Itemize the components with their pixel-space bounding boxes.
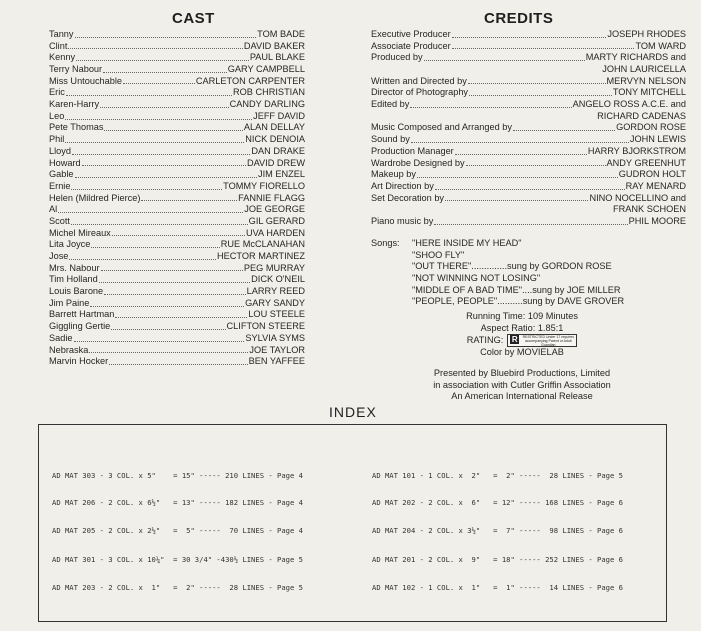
leader-dots [71,189,222,190]
cast-role: Al [49,204,58,215]
credit-role: Written and Directed by [371,75,467,86]
credit-continuation [371,64,686,76]
credit-row [371,87,686,99]
leader-dots [71,224,248,225]
song-title: "OUT THERE"..............sung by GORDON ROSE [412,261,612,272]
cast-actor: GARY CAMPBELL [227,64,305,75]
leader-dots [69,259,216,260]
leader-dots [112,235,245,236]
cast-actor: LOU STEELE [248,309,305,320]
credits-heading: CREDITS [484,10,554,27]
leader-dots [101,270,243,271]
cast-actor: RUE McCLANAHAN [220,239,305,250]
credit-name: NINO NOCELLINO and [589,192,686,203]
cast-actor: ROB CHRISTIAN [233,87,305,98]
leader-dots [65,119,252,120]
cast-row [49,29,305,41]
credit-name-cont: FRANK SCHOEN [613,204,686,215]
cast-row [49,169,305,181]
leader-dots [75,177,258,178]
credit-role: Production Manager [371,145,454,156]
presented-line: in association with Cutler Griffin Association [433,379,611,390]
cast-row [49,123,305,135]
credit-row [371,41,686,53]
credit-name: RAY MENARD [625,180,686,191]
rating-fine-print: RESTRICTED Under 17 requires accompanying Parent or Adult Guardian [522,335,574,348]
cast-role: Miss Untouchable [49,75,123,86]
cast-role: Tim Holland [49,274,98,285]
leader-dots [76,60,249,61]
cast-row [49,333,305,345]
index-entry-right: AD MAT 202 - 2 COL. x 6" = 12" ----- 168 LINES - Page 6 [372,498,623,507]
rating-letter: R [511,335,518,345]
credit-row [371,181,686,193]
leader-dots [469,95,612,96]
cast-actor: JIM ENZEL [258,169,305,180]
credit-role: Set Decoration by [371,192,445,203]
credit-name-cont: RICHARD CADENAS [597,110,686,121]
cast-actor: DAVID BAKER [243,40,305,51]
cast-actor: DAN DRAKE [251,145,305,156]
running-time: Running Time: 109 Minutes [466,311,578,321]
cast-actor: GIL GERARD [248,215,305,226]
index-entry-left: AD MAT 301 - 3 COL. x 10¼" = 30 3/4" -430½ LINES - Page 5 [52,555,303,564]
leader-dots [123,83,195,84]
cast-role: Terry Nabour [49,64,103,75]
cast-role: Giggling Gertie [49,321,111,332]
cast-actor: PEG MURRAY [243,262,305,273]
cast-row [49,263,305,275]
cast-row [49,228,305,240]
presented-line: An American International Release [451,391,593,402]
credit-name: HARRY BJORKSTROM [587,145,686,156]
cast-row [49,321,305,333]
credit-role: Art Direction by [371,180,434,191]
credit-name: ANDY GREENHUT [606,157,686,168]
index-entry-right: AD MAT 101 - 1 COL. x 2" = 2" ----- 28 LINES - Page 5 [372,471,623,480]
credit-row [371,76,686,88]
credit-name: MARTY RICHARDS and [585,52,686,63]
cast-role: Gable [49,169,74,180]
presented-line: Presented by Bluebird Productions, Limited [433,368,611,378]
cast-role: Mrs. Nabour [49,262,100,273]
leader-dots [89,352,248,353]
presented-by [372,368,672,403]
song-title: "NOT WINNING NOT LOSING" [412,273,541,284]
cast-row [49,146,305,158]
cast-actor: JEFF DAVID [253,110,305,121]
leader-dots [91,247,219,248]
color-by: Color by MOVIELAB [480,347,564,358]
cast-role: Ernie [49,180,71,191]
leader-dots [424,60,585,61]
cast-row [49,345,305,357]
credits-list [371,29,686,228]
credit-row [371,134,686,146]
cast-row [49,274,305,286]
leader-dots [104,294,245,295]
cast-row [49,204,305,216]
index-heading: INDEX [329,404,377,420]
cast-row [49,134,305,146]
leader-dots [452,37,607,38]
credit-row [371,123,686,135]
leader-dots [513,130,615,131]
cast-role: Helen (Mildred Pierce) [49,192,141,203]
index-entry-left: AD MAT 205 - 2 COL. x 2½" = 5" ----- 70 LINES - Page 4 [52,526,303,535]
index-entry-right: AD MAT 102 - 1 COL. x 1" = 1" ----- 14 LINES - Page 6 [372,583,623,592]
cast-row [49,356,305,368]
credit-name: JOSEPH RHODES [607,28,686,39]
leader-dots [452,48,635,49]
credit-row [371,146,686,158]
leader-dots [109,364,247,365]
credit-role: Music Composed and Arranged by [371,122,512,133]
credit-row [371,169,686,181]
credit-name: PHIL MOORE [628,215,686,226]
leader-dots [141,200,237,201]
cast-actor: PAUL BLAKE [249,52,305,63]
song-title: "MIDDLE OF A BAD TIME"....sung by JOE MILLER [412,284,621,295]
cast-actor: DICK O'NEIL [251,274,305,285]
index-entry-left: AD MAT 303 - 3 COL. x 5" = 15" ----- 210 LINES - Page 4 [52,471,303,480]
cast-row [49,64,305,76]
credit-role: Associate Producer [371,40,451,51]
leader-dots [75,37,257,38]
credit-role: Makeup by [371,169,416,180]
credit-role: Produced by [371,52,423,63]
credit-row [371,29,686,41]
cast-role: Kenny [49,52,76,63]
cast-role: Phil [49,134,65,145]
credit-continuation [371,111,686,123]
credit-row [371,99,686,111]
credit-role: Wardrobe Designed by [371,157,465,168]
cast-actor: CANDY DARLING [229,99,305,110]
cast-role: Louis Barone [49,286,104,297]
cast-role: Tanny [49,28,74,39]
cast-actor: BEN YAFFEE [248,356,305,367]
cast-heading: CAST [172,10,215,27]
cast-role: Eric [49,87,65,98]
credit-role: Director of Photography [371,87,469,98]
aspect-ratio: Aspect Ratio: 1.85:1 [480,322,564,333]
leader-dots [445,200,588,201]
cast-role: Lita Joyce [49,239,91,250]
cast-row [49,99,305,111]
cast-role: Marvin Hocker [49,356,109,367]
cast-role: Jose [49,251,69,262]
cast-role: Karen-Harry [49,99,100,110]
leader-dots [90,306,244,307]
cast-actor: JOE GEORGE [244,204,305,215]
cast-role: Pete Thomas [49,122,104,133]
cast-row [49,239,305,251]
credit-name: GORDON ROSE [616,122,686,133]
cast-row [49,310,305,322]
cast-actor: LARRY REED [246,286,305,297]
credit-role: Piano music by [371,215,434,226]
leader-dots [68,48,243,49]
leader-dots [455,154,587,155]
leader-dots [100,107,229,108]
leader-dots [72,154,250,155]
cast-role: Clint [49,40,68,51]
index-entry-left: AD MAT 203 - 2 COL. x 1" = 2" ----- 28 LINES - Page 5 [52,583,303,592]
cast-actor: ALAN DELLAY [243,122,305,133]
leader-dots [82,165,246,166]
leader-dots [104,130,242,131]
cast-role: Barrett Hartman [49,309,115,320]
leader-dots [74,341,245,342]
leader-dots [417,177,618,178]
credit-name: TOM WARD [635,40,686,51]
song-title: "SHOO FLY" [412,249,465,260]
cast-role: Scott [49,215,70,226]
cast-actor: NICK DENOIA [245,134,305,145]
cast-role: Howard [49,157,81,168]
songs-label: Songs: [371,238,400,248]
cast-actor: TOM BADE [257,28,305,39]
credit-row [371,52,686,64]
cast-row [49,298,305,310]
cast-role: Jim Paine [49,297,90,308]
leader-dots [411,142,629,143]
leader-dots [410,107,571,108]
credit-name: MERVYN NELSON [606,75,686,86]
credit-name: TONY MITCHELL [612,87,686,98]
song-title: "PEOPLE, PEOPLE"..........sung by DAVE GROVER [412,296,625,307]
leader-dots [103,72,227,73]
credit-row [371,158,686,170]
index-entry-right: AD MAT 204 - 2 COL. x 3½" = 7" ----- 98 LINES - Page 6 [372,526,623,535]
cast-row [49,87,305,99]
cast-row [49,111,305,123]
song-title: "HERE INSIDE MY HEAD" [412,238,522,248]
rating-label: RATING: [466,335,504,346]
credit-name: JOHN LEWIS [629,134,686,145]
cast-row [49,181,305,193]
index-entry-left: AD MAT 206 - 2 COL. x 6½" = 13" ----- 182 LINES - Page 4 [52,498,303,507]
leader-dots [65,142,244,143]
cast-row [49,193,305,205]
cast-role: Michel Mireaux [49,227,111,238]
cast-role: Sadie [49,332,73,343]
credit-name-cont: JOHN LAURICELLA [602,64,686,75]
rating-badge [507,334,577,347]
leader-dots [466,165,606,166]
cast-list [49,29,305,368]
cast-actor: CARLETON CARPENTER [195,75,305,86]
cast-actor: JOE TAYLOR [249,344,305,355]
cast-actor: UVA HARDEN [245,227,305,238]
credit-name: ANGELO ROSS A.C.E. and [572,99,686,110]
credit-role: Edited by [371,99,410,110]
cast-actor: DAVID DREW [246,157,305,168]
leader-dots [99,282,250,283]
cast-row [49,41,305,53]
cast-actor: CLIFTON STEERE [226,321,305,332]
leader-dots [468,83,606,84]
credit-row [371,193,686,205]
cast-row [49,286,305,298]
technical-info [372,311,672,359]
credit-continuation [371,204,686,216]
cast-row [49,158,305,170]
cast-actor: GARY SANDY [245,297,305,308]
credit-role: Executive Producer [371,28,451,39]
leader-dots [434,224,627,225]
leader-dots [66,95,232,96]
songs-list [371,238,686,308]
cast-row [49,76,305,88]
cast-row [49,52,305,64]
index-table [38,424,667,622]
rating-row [372,334,672,347]
cast-row [49,251,305,263]
leader-dots [58,212,243,213]
cast-actor: HECTOR MARTINEZ [217,251,305,262]
cast-row [49,216,305,228]
cast-actor: FANNIE FLAGG [238,192,305,203]
cast-actor: SYLVIA SYMS [245,332,305,343]
leader-dots [115,317,247,318]
cast-role: Lloyd [49,145,71,156]
leader-dots [111,329,225,330]
leader-dots [435,189,625,190]
credit-role: Sound by [371,134,410,145]
cast-role: Nebraska [49,344,89,355]
index-entry-right: AD MAT 201 - 2 COL. x 9" = 18" ----- 252 LINES - Page 6 [372,555,623,564]
cast-role: Leo [49,110,65,121]
credit-name: GUDRON HOLT [618,169,686,180]
credit-row [371,216,686,228]
cast-actor: TOMMY FIORELLO [223,180,305,191]
